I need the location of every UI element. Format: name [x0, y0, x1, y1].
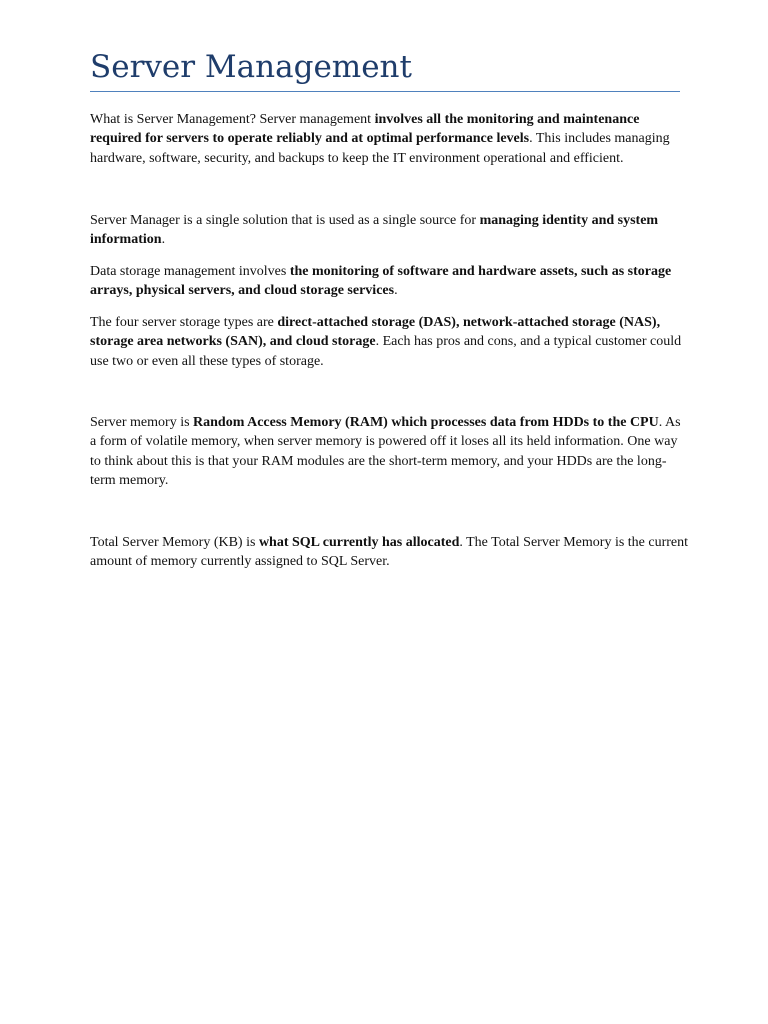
bold-text-run: Random Access Memory (RAM) which processes data from HDDs to the CPU — [193, 415, 659, 430]
paragraph-data-storage-management — [90, 262, 690, 301]
bold-text-run: required for servers to operate reliably and at optimal performance levels — [90, 131, 530, 147]
text-run: Server memory is — [90, 415, 194, 430]
bold-text-run: what SQL currently has allocated — [258, 535, 460, 550]
paragraph-server-manager — [90, 211, 690, 250]
text-run: Server Manager is a single solution that is used as a single source for — [90, 213, 480, 228]
text-run: . The Total Server Memory is the current amount of memory currently assigned to SQL Server. — [90, 535, 689, 570]
document-title: Server Management — [90, 49, 412, 85]
text-run: . — [394, 283, 398, 299]
text-run: What is Server Management? Server management — [90, 112, 375, 127]
text-run: Data storage management involves — [90, 264, 290, 279]
text-run: The four server storage types are — [90, 315, 278, 330]
text-run: Total Server Memory (KB) is — [90, 535, 259, 550]
paragraph-total-server-memory — [90, 533, 690, 572]
text-run: . This includes managing hardware, software, security, and backups to keep the IT environment operational and efficient. — [90, 131, 670, 166]
paragraph-server-memory — [90, 413, 690, 490]
bold-text-run: managing identity and system information — [90, 213, 659, 248]
bold-text-run: involves all the monitoring and maintenance — [374, 112, 640, 127]
text-run: . Each has pros and cons, and a typical customer could use two or even all these types of storage. — [90, 334, 682, 369]
bold-text-run: direct-attached storage (DAS), network-attached storage (NAS), storage area networks (SAN), and cloud storage — [90, 315, 661, 350]
title-underline — [90, 91, 680, 92]
paragraph-storage-types — [90, 313, 690, 371]
text-run: . As a form of volatile memory, when server memory is powered off it loses all its held information. One way to think about this is that your RAM modules are the short-term memory, and your HDDs are the long-term memory. — [90, 415, 681, 488]
text-run: . — [161, 232, 166, 248]
paragraph-server-management — [90, 110, 690, 168]
bold-text-run: the monitoring of software and hardware assets, such as storage arrays, physical servers, and cloud storage services — [90, 264, 672, 299]
